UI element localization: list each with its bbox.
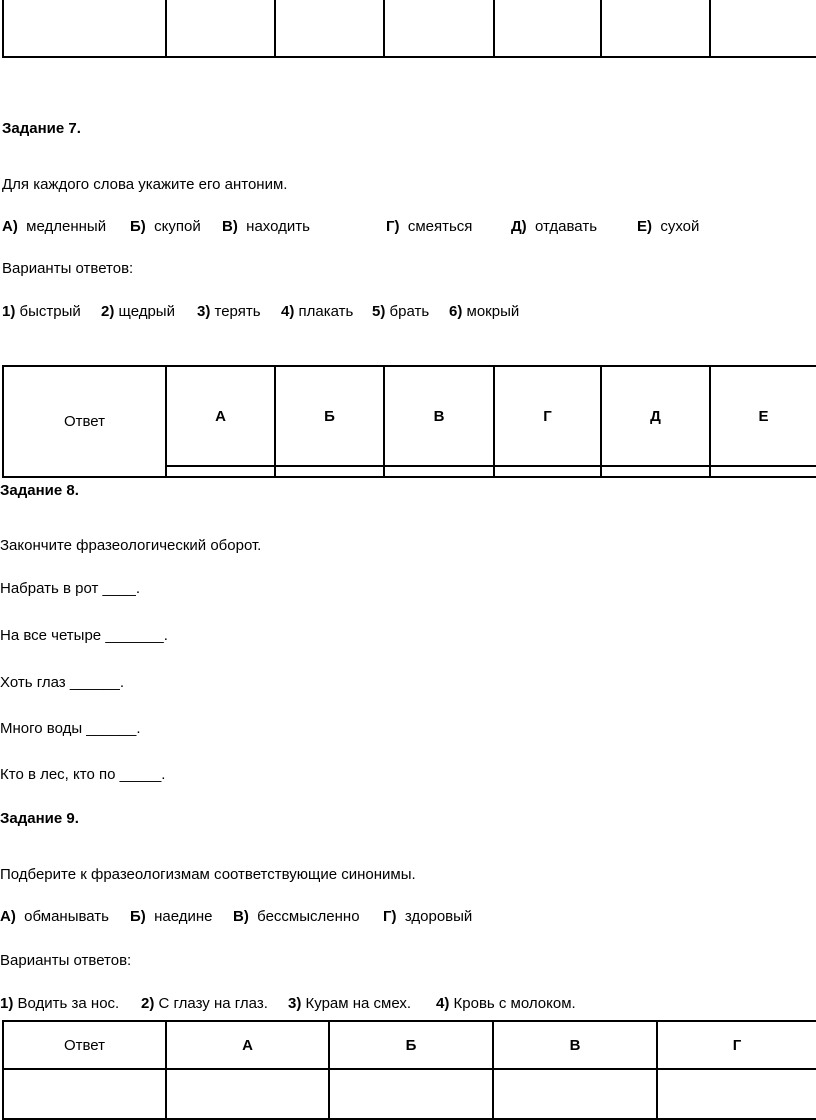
answer-cell[interactable] <box>166 0 275 57</box>
column-header-d: Д <box>601 366 710 466</box>
task7-variant-2: 2) щедрый <box>101 303 175 320</box>
task7-variant-3: 3) терять <box>197 303 261 320</box>
answer-cell[interactable] <box>710 0 816 57</box>
task7-word-v: В) находить <box>222 218 310 235</box>
answer-cell[interactable] <box>275 0 384 57</box>
task9-variant-2: 2) С глазу на глаз. <box>141 995 268 1012</box>
task9-variant-1: 1) Водить за нос. <box>0 995 120 1012</box>
task8-item: Хоть глаз ______. <box>0 674 125 691</box>
task7-word-a: А) медленный <box>2 218 107 235</box>
task7-variant-5: 5) брать <box>372 303 430 320</box>
column-header-e: Е <box>710 366 816 466</box>
answer-cell-e[interactable] <box>710 466 816 477</box>
task8-item: Кто в лес, кто по _____. <box>0 766 166 783</box>
task7-variants-label: Варианты ответов: <box>2 260 134 277</box>
column-header-v: В <box>384 366 494 466</box>
column-header-g: Г <box>494 366 601 466</box>
answer-cell-g[interactable] <box>494 466 601 477</box>
column-header-v: В <box>493 1021 657 1069</box>
task9-word-b: Б) наедине <box>130 908 213 925</box>
task8-item: Набрать в рот ____. <box>0 580 141 597</box>
task9-heading: Задание 9. <box>0 810 79 827</box>
answer-cell[interactable] <box>494 0 601 57</box>
answer-cell[interactable] <box>601 0 710 57</box>
task8-instruction: Закончите фразеологический оборот. <box>0 537 262 554</box>
column-header-b: Б <box>275 366 384 466</box>
answer-cell-a[interactable] <box>166 1069 329 1119</box>
task8-heading: Задание 8. <box>0 482 79 499</box>
column-header-a: А <box>166 366 275 466</box>
answer-cell-b[interactable] <box>329 1069 493 1119</box>
answer-cell <box>3 1069 166 1119</box>
task7-answer-table <box>2 365 816 478</box>
task9-variants-label: Варианты ответов: <box>0 952 132 969</box>
task7-variant-4: 4) плакать <box>281 303 354 320</box>
answer-cell-a[interactable] <box>166 466 275 477</box>
task7-variant-1: 1) быстрый <box>2 303 81 320</box>
task9-variant-4: 4) Кровь с молоком. <box>436 995 576 1012</box>
column-header-g: Г <box>657 1021 816 1069</box>
task7-variant-6: 6) мокрый <box>449 303 520 320</box>
task7-word-e: Е) сухой <box>637 218 700 235</box>
task7-word-g: Г) смеяться <box>386 218 473 235</box>
column-header-b: Б <box>329 1021 493 1069</box>
answer-cell[interactable] <box>384 0 494 57</box>
previous-answer-table <box>2 0 816 58</box>
task9-word-v: В) бессмысленно <box>233 908 360 925</box>
task7-instruction: Для каждого слова укажите его антоним. <box>2 176 288 193</box>
column-header-a: А <box>166 1021 329 1069</box>
task9-word-a: А) обманывать <box>0 908 109 925</box>
task8-item: На все четыре _______. <box>0 627 168 644</box>
task9-word-g: Г) здоровый <box>383 908 473 925</box>
answer-cell[interactable] <box>3 0 166 57</box>
answer-label: Ответ <box>3 1021 166 1069</box>
answer-cell-v[interactable] <box>384 466 494 477</box>
task8-item: Много воды ______. <box>0 720 141 737</box>
answer-cell-v[interactable] <box>493 1069 657 1119</box>
answer-cell-g[interactable] <box>657 1069 816 1119</box>
task9-variant-3: 3) Курам на смех. <box>288 995 412 1012</box>
task7-word-d: Д) отдавать <box>511 218 598 235</box>
task9-answer-table <box>2 1020 816 1120</box>
task9-instruction: Подберите к фразеологизмам соответствующие синонимы. <box>0 866 416 883</box>
answer-cell-d[interactable] <box>601 466 710 477</box>
answer-label: Ответ <box>3 366 166 477</box>
task7-heading: Задание 7. <box>2 120 81 137</box>
answer-cell-b[interactable] <box>275 466 384 477</box>
task7-word-b: Б) скупой <box>130 218 201 235</box>
